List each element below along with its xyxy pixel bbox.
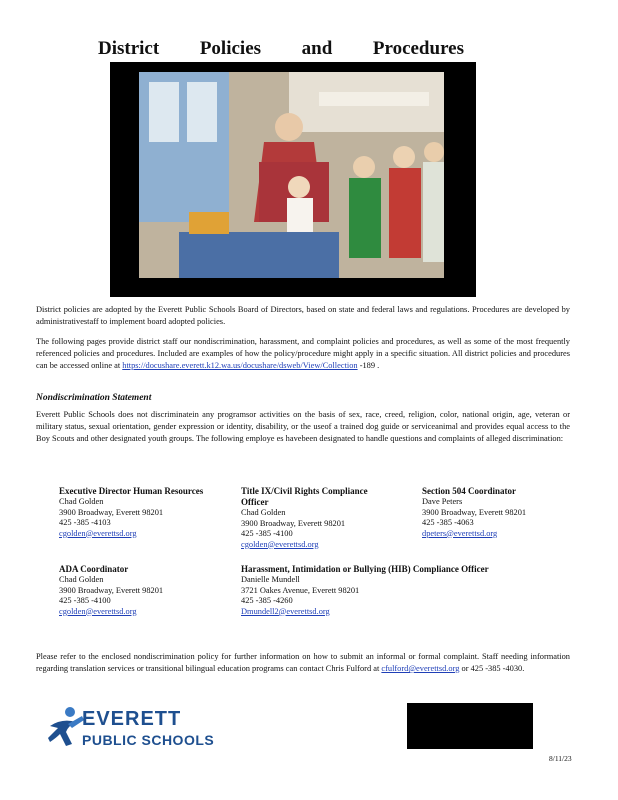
redacted-box: [407, 703, 533, 749]
contact-name: Dave Peters: [422, 497, 463, 506]
nondiscrimination-heading: Nondiscrimination Statement: [36, 393, 152, 403]
contact-email-link[interactable]: dpeters@everettsd.org: [422, 528, 498, 538]
fulford-email-link[interactable]: cfulford@everettsd.org: [381, 664, 460, 673]
title-word: and: [301, 38, 333, 59]
contact-address: 3900 Broadway, Everett 98201: [241, 518, 346, 528]
photo-frame: [110, 62, 476, 297]
intro-paragraph: District policies are adopted by the Everett Public Schools Board of Directors, based on state and federal laws and regulations. Procedures are developed by administrativestaff to implement board adopted policies.: [36, 305, 570, 326]
policies-text-end: -189 .: [357, 361, 380, 370]
contact-title: ADA Coordinator: [59, 564, 129, 574]
contact-email-link[interactable]: cgolden@everettsd.org: [241, 539, 319, 549]
contact-title: Harassment, Intimidation or Bullying (HIB) Compliance Officer: [241, 564, 489, 574]
logo-text-everett: EVERETT: [82, 708, 182, 730]
contact-address: 3900 Broadway, Everett 98201: [422, 507, 527, 517]
contact-phone: 425 -385 -4100: [241, 529, 293, 538]
contact-phone: 425 -385 -4260: [241, 596, 293, 605]
contact-title-ix: [241, 486, 391, 550]
contact-name: Danielle Mundell: [241, 575, 300, 584]
runner-icon: [46, 704, 86, 750]
closing-paragraph: [36, 651, 570, 675]
policies-paragraph: [36, 336, 570, 372]
document-date: 8/11/23: [549, 754, 572, 763]
contact-section-504: [422, 486, 552, 539]
contact-title: Title IX/Civil Rights Compliance Officer: [241, 486, 368, 507]
contact-address: 3900 Broadway, Everett 98201: [59, 585, 164, 595]
contact-address: 3900 Broadway, Everett 98201: [59, 507, 164, 517]
title-word: District: [98, 38, 160, 59]
docushare-link[interactable]: https://docushare.everett.k12.wa.us/docushare/dsweb/View/Collection: [122, 361, 358, 370]
policies-text: The following pages provide district staff our nondiscrimination, harassment, and complaint policies and procedures, as well as some of the most frequently referenced policies and procedures. Included are examples of how the policy/procedure might apply in a specific situation. All district policies and procedures can be accessed online at: [36, 337, 570, 370]
closing-text: Please refer to the enclosed nondiscrimination policy for further information on how to submit an informal or formal complaint. Staff needing information regarding translation services or transitional bilingual education programs can contact Chris Fulford at: [36, 652, 570, 673]
contact-email-link[interactable]: cgolden@everettsd.org: [59, 528, 137, 538]
photo-illustration: [139, 72, 444, 278]
title-word: Procedures: [372, 38, 464, 59]
closing-text-end: or 425 -385 -4030.: [459, 664, 525, 673]
contact-address: 3721 Oakes Avenue, Everett 98201: [241, 585, 360, 595]
nondiscrimination-paragraph: Everett Public Schools does not discriminatein any programsor activities on the basis of sex, race, creed, religion, color, national origin, age, veteran or military status, sexual orientation, gender expression or identity, disability, or the useof a trained dog guide or serviceanimal and provides equal access to the Boy Scouts and other designated youth groups. The following employe es havebeen designated to handle questions and complaints of alleged discrimination:: [36, 410, 570, 443]
title-word: Policies: [199, 38, 262, 59]
contact-hib-officer: [241, 564, 491, 617]
page-title: [98, 38, 464, 60]
contact-phone: 425 -385 -4100: [59, 596, 111, 605]
logo-text-public-schools: PUBLIC SCHOOLS: [82, 732, 215, 748]
contact-title: Section 504 Coordinator: [422, 486, 516, 496]
classroom-photo: [139, 72, 444, 278]
contact-name: Chad Golden: [241, 508, 286, 517]
everett-logo: [46, 704, 246, 752]
contact-phone: 425 -385 -4103: [59, 518, 111, 527]
contact-exec-director: [59, 486, 209, 539]
contact-phone: 425 -385 -4063: [422, 518, 474, 527]
contact-name: Chad Golden: [59, 575, 104, 584]
contact-title: Executive Director Human Resources: [59, 486, 204, 496]
contact-ada-coordinator: [59, 564, 209, 617]
contact-email-link[interactable]: cgolden@everettsd.org: [59, 606, 137, 616]
contact-name: Chad Golden: [59, 497, 104, 506]
contact-email-link[interactable]: Dmundell2@everettsd.org: [241, 606, 330, 616]
